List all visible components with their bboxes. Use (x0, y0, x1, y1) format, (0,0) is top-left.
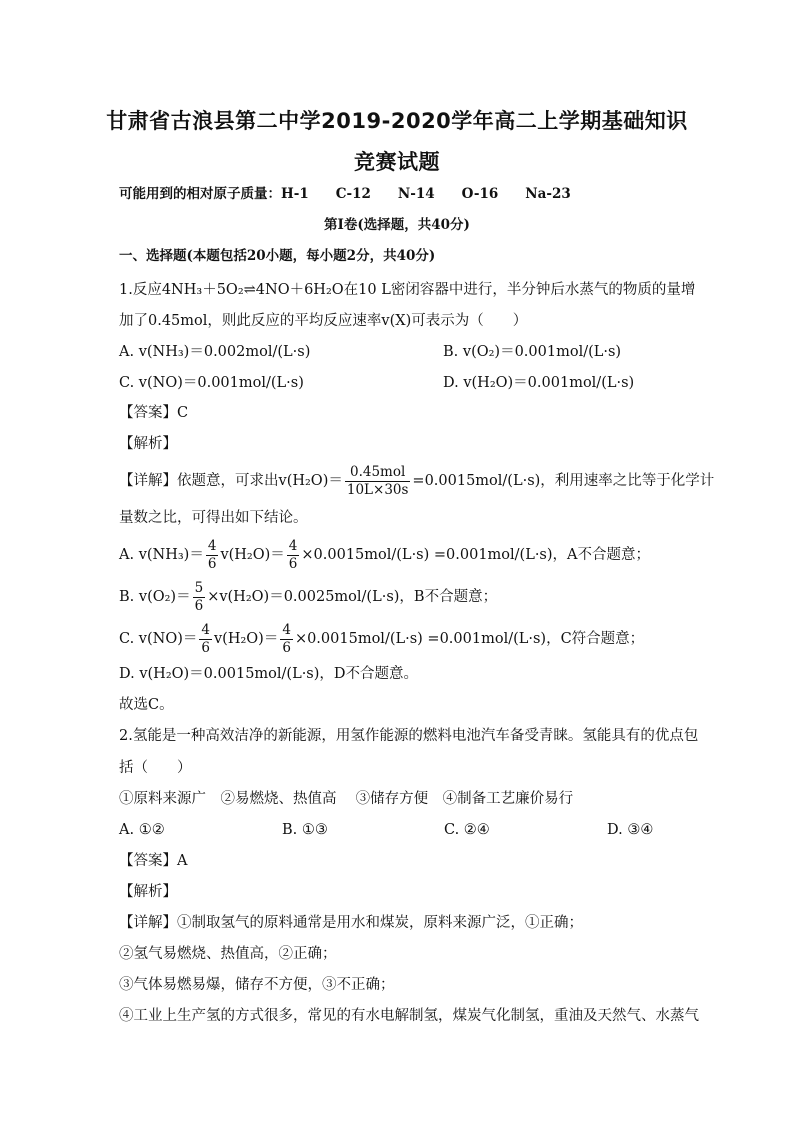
q1-detail-line2: 量数之比，可得出如下结论。 (119, 510, 308, 526)
q2-detail-line3: ③气体易燃易爆，储存不方便，③不正确； (119, 977, 395, 993)
calc-c-fraction1 (199, 622, 212, 657)
q1-calc-c (119, 619, 644, 659)
q1-calc-d: D. v(H₂O)＝0.0015mol/(L·s)，D不合题意。 (119, 666, 419, 682)
q2-stem-line2: 括（ ） (119, 760, 192, 776)
calc-a-post: ×0.0015mol/(L·s) =0.001mol/(L·s)，A不合题意； (301, 547, 651, 563)
document-title-line1: 甘肃省古浪县第二中学2019-2020学年高二上学期基础知识 (106, 109, 688, 133)
q1-detail-post: =0.0015mol/(L·s)，利用速率之比等于化学计 (412, 473, 715, 489)
q1-answer: 【答案】C (119, 405, 189, 421)
section-heading: 一、选择题(本题包括20小题，每小题2分，共40分) (119, 248, 436, 264)
q2-analysis-heading: 【解析】 (119, 884, 177, 900)
q1-option-d: D. v(H₂O)＝0.001mol/(L·s) (443, 375, 635, 391)
calc-b-post: ×v(H₂O)＝0.0025mol/(L·s)，B不合题意； (207, 589, 498, 605)
q1-option-c: C. v(NO)＝0.001mol/(L·s) (119, 375, 304, 391)
q2-option-d: D. ③④ (607, 822, 654, 838)
fraction-denominator: 6 (201, 639, 210, 656)
calc-c-post: ×0.0015mol/(L·s) =0.001mol/(L·s)，C符合题意； (294, 631, 645, 647)
q1-conclusion: 故选C。 (119, 697, 174, 713)
fraction-denominator: 6 (288, 555, 298, 572)
calc-a-fraction1 (206, 538, 219, 573)
q1-option-a: A. v(NH₃)＝0.002mol/(L·s) (119, 344, 311, 360)
q1-calc-a (119, 535, 650, 575)
fraction-denominator: 6 (207, 555, 217, 572)
fraction-denominator: 6 (282, 639, 291, 656)
q1-detail-line1 (119, 461, 714, 501)
q2-option-b: B. ①③ (282, 822, 328, 838)
q2-stem-line1: 2.氢能是一种高效洁净的新能源，用氢作能源的燃料电池汽车备受青睐。氢能具有的优点包 (119, 728, 699, 744)
calc-a-fraction2 (287, 538, 300, 573)
q2-option-c: C. ②④ (444, 822, 490, 838)
q1-calc-b (119, 577, 497, 617)
calc-c-mid: v(H₂O)＝ (213, 631, 279, 647)
calc-c-fraction2 (280, 622, 293, 657)
atomic-mass-note: 可能用到的相对原子质量：H-1 C-12 N-14 O-16 Na-23 (119, 186, 571, 202)
q2-option-a: A. ①② (119, 822, 165, 838)
fraction-denominator: 10L×30s (346, 481, 409, 498)
calc-a-mid: v(H₂O)＝ (220, 547, 285, 563)
q1-analysis-heading: 【解析】 (119, 436, 177, 452)
q1-stem-line1: 1.反应4NH₃＋5O₂⇌4NO＋6H₂O在10 L密闭容器中进行，半分钟后水蒸气的物质的量增 (119, 282, 696, 298)
fraction-numerator: 0.45mol (345, 464, 411, 482)
q2-detail-line1: 【详解】①制取氢气的原料通常是用水和煤炭，原料来源广泛，①正确； (119, 915, 583, 931)
document-title-line2: 竞赛试题 (354, 150, 440, 174)
calc-b-pre: B. v(O₂)＝ (119, 589, 191, 605)
q2-detail-line4: ④工业上生产氢的方式很多，常见的有水电解制氢，煤炭气化制氢，重油及天然气、水蒸气 (119, 1008, 699, 1024)
fraction-numerator: 4 (282, 621, 291, 638)
q2-detail-line2: ②氢气易燃烧、热值高，②正确； (119, 946, 337, 962)
q1-stem-line2: 加了0.45mol，则此反应的平均反应速率v(X)可表示为（ ） (119, 313, 528, 329)
volume-heading: 第Ⅰ卷(选择题，共40分) (324, 217, 470, 233)
q1-rate-fraction (345, 464, 411, 499)
q2-items: ①原料来源广 ②易燃烧、热值高 ③储存方便 ④制备工艺廉价易行 (119, 791, 574, 807)
fraction-numerator: 5 (194, 579, 204, 596)
fraction-numerator: 4 (201, 621, 210, 638)
fraction-denominator: 6 (194, 597, 204, 614)
calc-b-fraction (193, 580, 206, 615)
q1-option-b: B. v(O₂)＝0.001mol/(L·s) (443, 344, 622, 360)
fraction-numerator: 4 (207, 537, 217, 554)
q2-answer: 【答案】A (119, 853, 188, 869)
calc-a-pre: A. v(NH₃)＝ (119, 547, 204, 563)
q1-detail-pre: 【详解】依题意，可求出v(H₂O)＝ (119, 473, 343, 489)
fraction-numerator: 4 (288, 537, 298, 554)
calc-c-pre: C. v(NO)＝ (119, 631, 198, 647)
